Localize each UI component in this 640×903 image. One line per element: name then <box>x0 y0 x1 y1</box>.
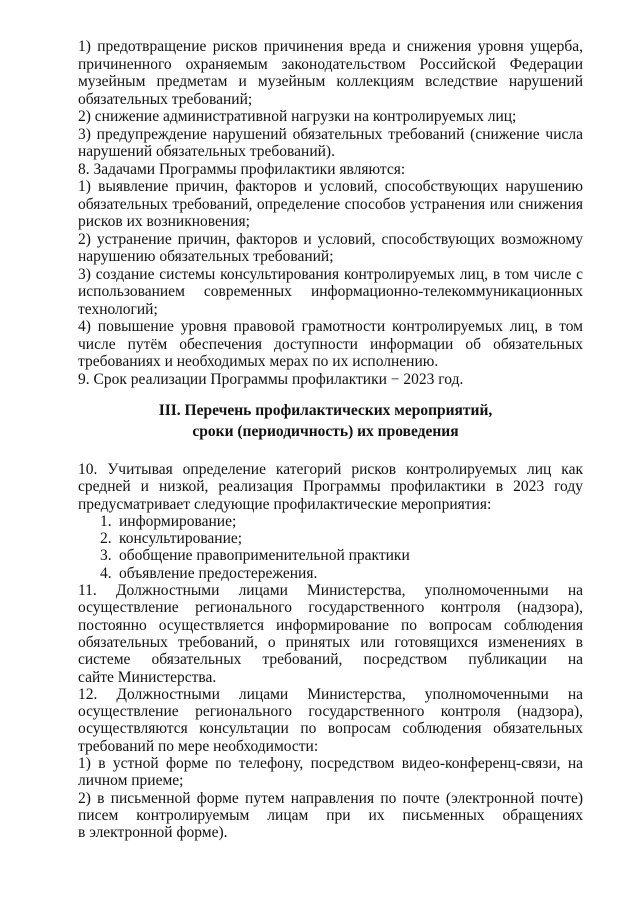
text-line: 9. Срок реализации Программы профилактики − 2023 год. <box>78 370 464 388</box>
text-line: 8. Задачами Программы профилактики являются: <box>78 160 406 178</box>
list-item-text: консультирование; <box>119 530 243 548</box>
list-item-number: 2. <box>100 530 112 548</box>
text-line: требованиях и необходимых мерах по их исполнению. <box>78 353 439 370</box>
text-line: сайте Министерства. <box>78 668 217 686</box>
list-item-text: объявление предостережения. <box>119 564 318 582</box>
paragraph <box>78 582 583 686</box>
list-item <box>78 547 583 564</box>
text-line: 4) повышение уровня правовой грамотности контролируемых лиц, в том <box>78 318 583 335</box>
text-line: обязательных требований, определение способов устранения или снижения <box>78 195 583 213</box>
text-line: 2) устранение причин, факторов и условий, способствующих возможному <box>78 230 583 248</box>
list-item-text: обобщение правоприменительной практики <box>119 547 410 565</box>
text-line: требований по мере необходимости: <box>78 737 319 755</box>
section-heading <box>68 400 583 442</box>
text-line: в электронной форме). <box>78 824 228 842</box>
paragraph <box>78 231 583 266</box>
text-line: 1) предотвращение рисков причинения вреда и снижения уровня ущерба, <box>78 38 583 55</box>
text-line: осуществление регионального государственного контроля (надзора), <box>78 703 583 721</box>
text-line: рисков их возникновения; <box>78 213 250 230</box>
list-item-text: информирование; <box>119 512 237 530</box>
text-line: числе путём обеспечения доступности информации об обязательных <box>78 335 583 353</box>
goals-and-tasks-section <box>78 38 583 388</box>
paragraph <box>78 790 583 842</box>
text-line: 2) снижение административной нагрузки на контролируемых лиц; <box>78 108 517 125</box>
text-line: 1) в устной форме по телефону, посредством видео-конференц-связи, на <box>78 755 583 773</box>
text-line: средней и низкой, реализация Программы профилактики в 2023 году <box>78 478 583 496</box>
paragraph <box>78 686 583 755</box>
list-item <box>78 513 583 530</box>
paragraph <box>78 755 583 790</box>
paragraph <box>78 38 583 108</box>
text-line: использованием современных информационно-телекоммуникационных <box>78 283 583 300</box>
text-line: музейным предметам и музейным коллекциям вследствие нарушений <box>78 73 583 90</box>
measures-section <box>78 461 583 842</box>
text-line: 3) предупреждение нарушений обязательных требований (снижение числа <box>78 125 583 143</box>
numbered-list <box>78 513 583 582</box>
text-line: 3) создание системы консультирования контролируемых лиц, в том числе с <box>78 265 583 283</box>
paragraph <box>78 126 583 161</box>
list-item-number: 4. <box>100 564 112 582</box>
text-line: предусматривает следующие профилактические мероприятия: <box>78 495 492 513</box>
paragraph <box>78 318 583 371</box>
paragraph <box>78 178 583 231</box>
list-item-number: 1. <box>100 512 112 530</box>
text-line: личном приеме; <box>78 772 184 790</box>
text-line: 2) в письменной форме путем направления по почте (электронной почте) <box>78 789 583 807</box>
text-line: 10. Учитывая определение категорий рисков контролируемых лиц как <box>78 461 583 478</box>
paragraph <box>78 371 583 389</box>
heading-line: сроки (периодичность) их проведения <box>192 423 459 440</box>
paragraph <box>78 266 583 319</box>
heading-line: III. Перечень профилактических мероприятий, <box>158 402 493 419</box>
document-page <box>78 38 583 842</box>
list-item-number: 3. <box>100 547 112 565</box>
list-item <box>78 565 583 582</box>
text-line: постоянно осуществляется информирование по вопросам соблюдения <box>78 616 583 634</box>
paragraph <box>78 461 583 513</box>
paragraph <box>78 108 583 126</box>
paragraph <box>78 161 583 179</box>
text-line: обязательных требований; <box>78 90 253 108</box>
text-line: системе обязательных требований, посредством публикации на <box>78 651 583 669</box>
text-line: 11. Должностными лицами Министерства, уполномоченными на <box>78 582 583 600</box>
text-line: нарушению обязательных требований; <box>78 248 334 265</box>
text-line: осуществление регионального государственного контроля (надзора), <box>78 599 583 617</box>
text-line: 1) выявление причин, факторов и условий, способствующих нарушению <box>78 178 583 195</box>
text-line: 12. Должностными лицами Министерства, уполномоченными на <box>78 685 583 703</box>
list-item <box>78 530 583 547</box>
text-line: технологий; <box>78 300 158 318</box>
text-line: нарушений обязательных требований). <box>78 143 335 160</box>
text-line: обязательных требований, о принятых или готовящихся изменениях в <box>78 633 583 651</box>
text-line: осуществляются консультации по вопросам соблюдения обязательных <box>78 720 583 738</box>
text-line: причиненного охраняемым законодательством Российской Федерации <box>78 55 583 73</box>
text-line: писем контролируемым лицам при их письменных обращениях <box>78 806 583 824</box>
